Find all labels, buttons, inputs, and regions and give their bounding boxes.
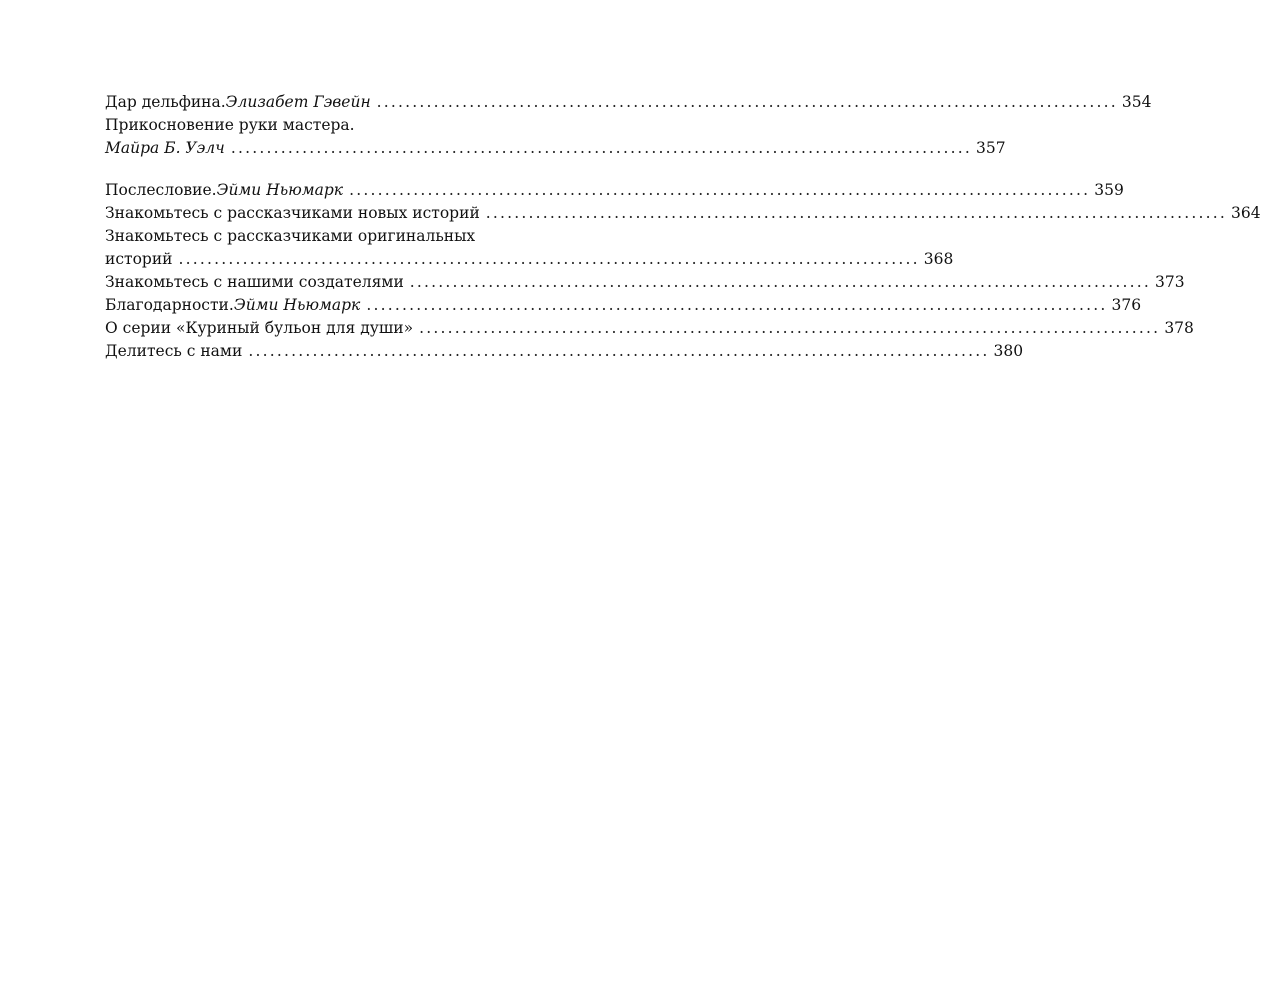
toc-line <box>105 91 1152 114</box>
entry-title: историй <box>105 250 173 268</box>
entry-title: Дар дельфина. <box>105 93 226 111</box>
dot-leader: ........................................................................................................ <box>409 273 1152 291</box>
page-number: 376 <box>1111 296 1142 314</box>
toc-line <box>105 340 1024 363</box>
entry-title: Знакомьтесь с нашими создателями <box>105 273 404 291</box>
entry-title: Благодарности. <box>105 296 234 314</box>
dot-leader: ........................................................................................................ <box>419 319 1161 337</box>
entry-title: Знакомьтесь с рассказчиками новых историй <box>105 204 480 222</box>
entry-title: Прикосновение руки мастера. <box>105 116 355 134</box>
toc-entry <box>105 202 1261 225</box>
page-number: 364 <box>1231 204 1261 222</box>
toc-line <box>105 137 1006 160</box>
page-number: 380 <box>993 342 1024 360</box>
toc-entry <box>105 179 1124 202</box>
table-of-contents <box>105 91 1261 363</box>
page-number: 354 <box>1121 93 1152 111</box>
toc-line <box>105 271 1185 294</box>
dot-leader: ........................................................................................................ <box>230 139 973 157</box>
toc-line <box>105 114 563 137</box>
toc-line <box>105 202 1261 225</box>
page-number: 359 <box>1094 181 1124 199</box>
page-number: 368 <box>923 250 954 268</box>
toc-line <box>105 317 1194 340</box>
dot-leader: ........................................................................................................ <box>366 296 1108 314</box>
dot-leader: ........................................................................................................ <box>376 93 1118 111</box>
toc-entry <box>105 271 1185 294</box>
entry-author: Эйми Ньюмарк <box>216 181 344 199</box>
dot-leader: ........................................................................................................ <box>248 342 990 360</box>
page-number: 373 <box>1155 273 1185 291</box>
entry-title: О серии «Куриный бульон для души» <box>105 319 414 337</box>
entry-title: Послесловие. <box>105 181 217 199</box>
entry-author: Эйми Ньюмарк <box>233 296 361 314</box>
toc-entry <box>105 317 1194 340</box>
dot-leader: ........................................................................................................ <box>485 204 1227 222</box>
toc-line <box>105 225 563 248</box>
page-number: 378 <box>1164 319 1194 337</box>
toc-entry <box>105 114 1006 160</box>
toc-entry <box>105 91 1152 114</box>
toc-entry <box>105 340 1024 363</box>
entry-author: Элизабет Гэвейн <box>225 93 371 111</box>
toc-entry <box>105 294 1142 317</box>
toc-line <box>105 179 1124 202</box>
page-number: 357 <box>976 139 1006 157</box>
toc-line <box>105 294 1142 317</box>
toc-entry <box>105 225 954 271</box>
entry-title: Делитесь с нами <box>105 342 243 360</box>
entry-title: Знакомьтесь с рассказчиками оригинальных <box>105 227 476 245</box>
toc-line <box>105 248 954 271</box>
dot-leader: ........................................................................................................ <box>349 181 1091 199</box>
dot-leader: ........................................................................................................ <box>178 250 920 268</box>
entry-author: Майра Б. Уэлч <box>105 139 225 157</box>
